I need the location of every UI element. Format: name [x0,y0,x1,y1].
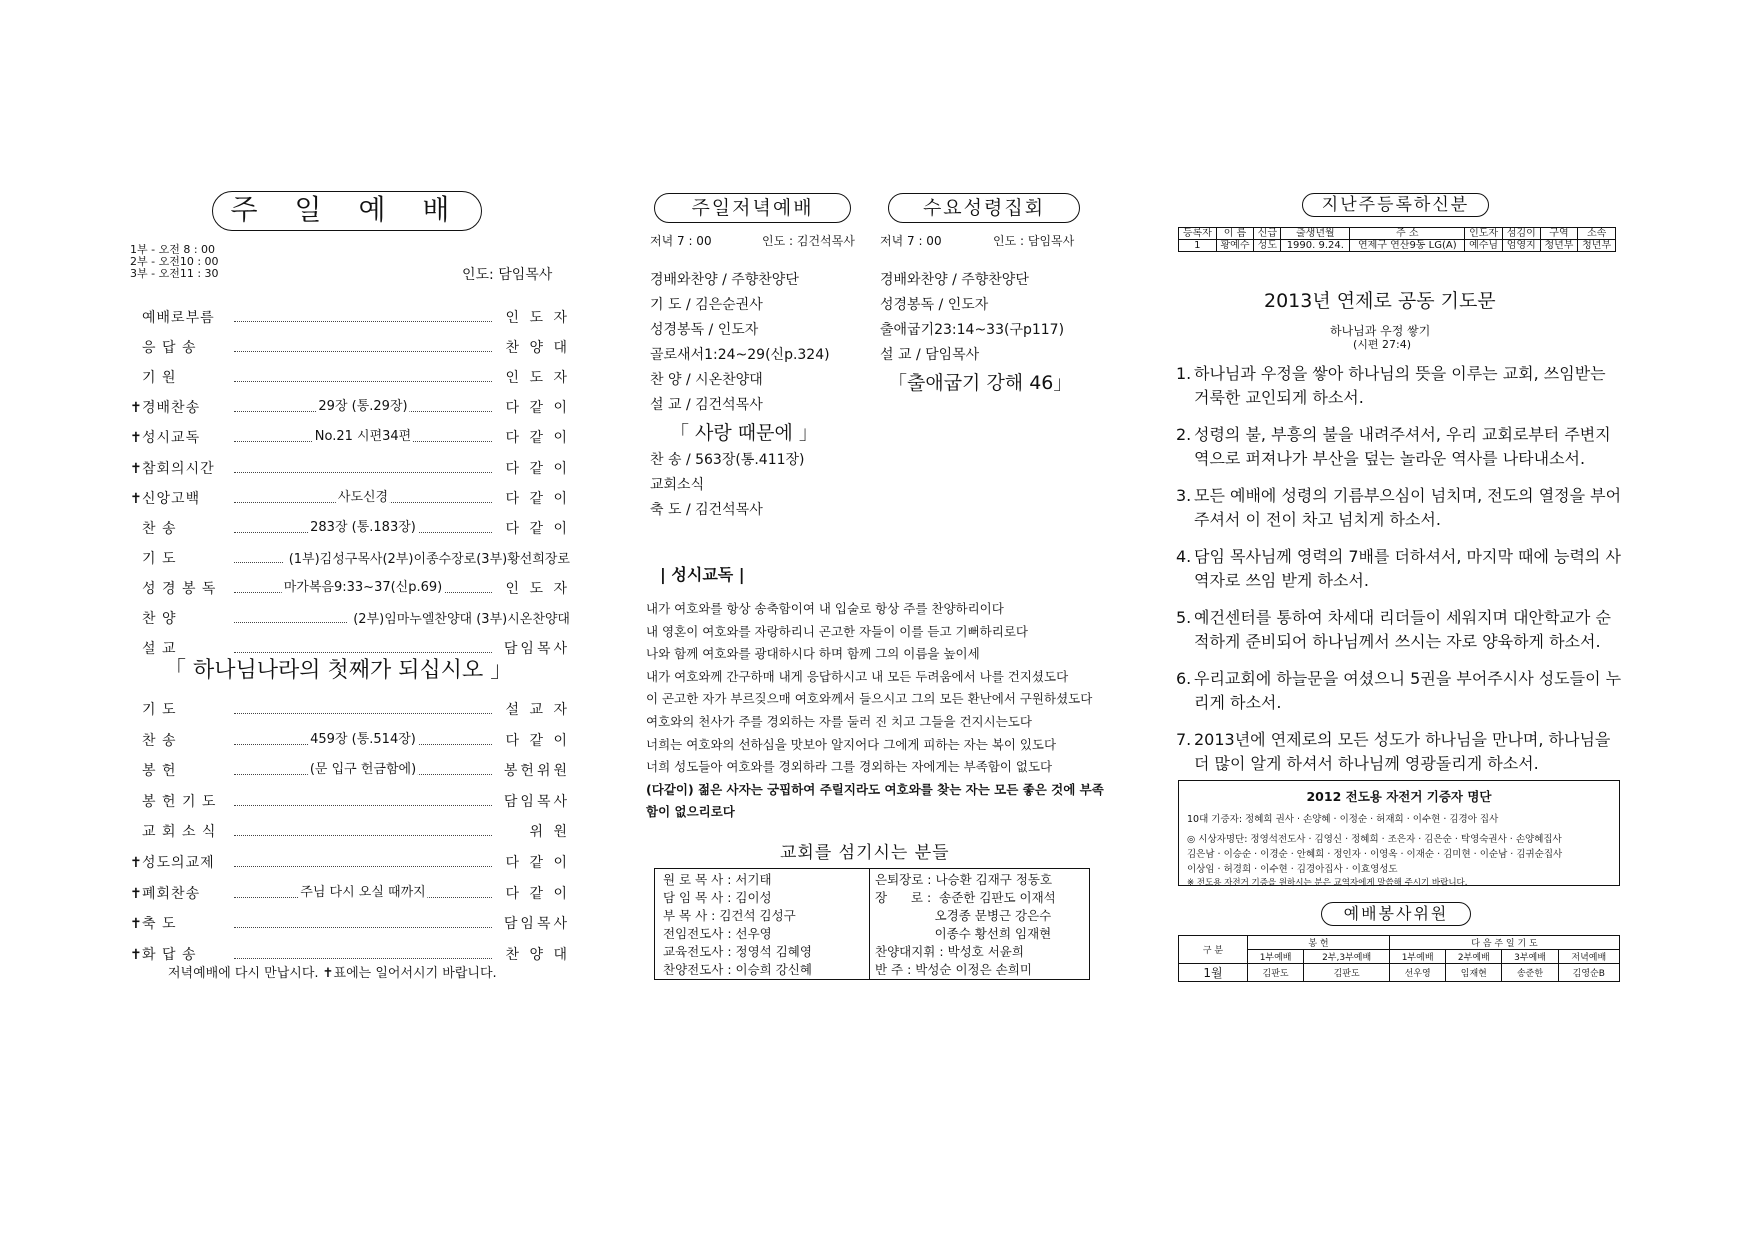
evening-service-title: 주일저녁예배 [654,193,851,223]
elder-line: 오경종 문병근 강은수 [875,908,1052,923]
sunday-leader: 인도: 담임목사 [462,267,553,283]
order-dot-leader [234,427,492,445]
minister-line: 교육전도사 : 정영석 김혜영 [663,944,812,959]
elder-line: 장 로 : 송준한 김판도 이재석 [875,890,1056,905]
new-members-table [1178,227,1616,252]
left-footer-note: 저녁예배에 다시 만납시다. ✝표에는 일어서시기 바랍니다. [168,966,497,981]
order-dot-leader [234,638,492,653]
order-item-name: 찬 양 [142,611,177,627]
ministers-table [654,868,1090,980]
prayer-item [1176,545,1626,593]
order-dot-leader [234,852,492,867]
minister-line: 부 목 사 : 김건석 김성구 [663,908,796,923]
order-item-person: 다 같 이 [505,855,570,871]
prayer-item [1176,362,1626,410]
order-item-person: 찬 양 대 [505,946,570,963]
wednesday-leader: 인도 : 담임목사 [993,234,1075,248]
serve-subheader-cell: 2부,3부예배 [1304,950,1390,964]
reg-header-cell: 출생년월 [1281,228,1350,240]
order-item-person: (2부)임마누엘찬양대 (3부)시온찬양대 [353,612,570,627]
reading-line-bold: (다같이) 젊은 사자는 궁핍하여 주릴지라도 여호와를 찾는 자는 모든 좋은 것에 부족 [646,781,1104,797]
new-members-row [1179,240,1616,252]
wednesday-line: 성경봉독 / 인도자 [880,297,989,313]
sunday-sermon-title: 「 하나님나라의 첫째가 되십시오 」 [164,658,513,683]
reading-line: 내가 여호와께 간구하매 내게 응답하시고 내 모든 두려움에서 나를 건지셨도다 [646,668,1069,684]
order-item-person: 찬 양 대 [505,340,570,357]
evening-line: 설 교 / 김건석목사 [650,397,763,413]
elder-line: 이종수 황선희 임재현 [875,926,1052,941]
order-item-person: 담임목사 [503,916,570,933]
ministers-left-col [663,871,812,979]
worship-order-row [130,699,570,719]
order-item-detail: 283장 (통.183장) [308,516,418,535]
order-item-name: 기 도 [142,702,177,718]
reg-header-cell: 섬김이 [1502,228,1540,240]
service-time-2: 2부 - 오전10 : 00 [130,255,219,268]
ministers-title: 교회를 섬기시는 분들 [780,843,950,863]
evening-leader: 인도 : 김건석목사 [762,234,855,248]
order-dot-leader [234,944,492,959]
worship-order-row [130,427,570,447]
serve-cell: 송준한 [1502,964,1558,982]
order-dot-leader [234,367,492,382]
stand-cross-icon: ✝ [130,946,142,963]
evening-line: 성경봉독 / 인도자 [650,322,759,338]
reg-cell: 예수님 [1465,240,1503,252]
reg-cell: 1 [1179,240,1217,252]
order-item-name: 참회의시간 [142,460,215,477]
serve-cell: 선우영 [1390,964,1446,982]
prayer-item [1176,484,1626,532]
stand-cross-icon: ✝ [130,885,142,902]
order-item-name: 응 답 송 [142,340,197,357]
evening-line: 찬 양 / 시온찬양대 [650,372,763,388]
stand-cross-icon: ✝ [130,916,142,933]
order-item-person: 인 도 자 [505,370,570,387]
order-item-detail: 29장 (통.29장) [316,395,409,414]
serve-month-cell: 1월 [1179,964,1248,982]
evening-line: 경배와찬양 / 주향찬양단 [650,272,799,288]
order-dot-leader [234,883,492,898]
order-item-name: 찬 송 [142,732,177,749]
prayer-text: 하나님과 우정을 쌓아 하나님의 뜻을 이루는 교회, 쓰임받는 거룩한 교인되게 하소서. [1194,364,1606,407]
reading-line-bold: 함이 없으리로다 [646,804,735,820]
order-dot-leader [234,307,492,322]
order-dot-leader [234,578,492,593]
bicycle-donor-line: 이상임 · 허경희 · 이수현 · 김경아집사 · 이효영성도 [1187,864,1398,875]
order-item-person: 담임목사 [503,793,570,810]
worship-order-row [130,913,570,933]
reg-cell: 엄영지 [1502,240,1540,252]
prayer-item [1176,606,1626,654]
reading-line: 나와 함께 여호와를 광대하시다 하며 함께 그의 이름을 높이세 [646,646,980,662]
order-item-person: 다 같 이 [505,490,570,507]
order-dot-leader [234,760,492,778]
order-item-detail: 사도신경 [336,486,390,505]
service-times [130,244,219,280]
serve-header-row [1179,936,1620,950]
worship-order-row [130,730,570,750]
reg-cell: 청년부 [1540,240,1578,252]
evening-line: 골로새서1:24~29(신p.324) [650,347,830,363]
ministers-divider [869,869,870,979]
order-item-person: 다 같 이 [505,460,570,477]
stand-cross-icon: ✝ [130,400,142,417]
worship-order-row [130,883,570,903]
prayer-text: 2013년에 연제로의 모든 성도가 하나님을 만나며, 하나님을 더 많이 알게 하셔서 하나님께 영광돌리게 하소서. [1194,730,1611,773]
order-item-person: 인 도 자 [505,580,570,597]
order-dot-leader [234,458,492,473]
minister-line: 전임전도사 : 선우영 [663,926,772,941]
evening-line: 찬 송 / 563장(통.411장) [650,452,805,468]
order-item-detail: 459장 (통.514장) [308,728,418,747]
serve-header-cell: 구 분 [1179,936,1248,964]
wednesday-time: 저녁 7 : 00 [880,234,942,248]
bicycle-donor-note: ※ 전도용 자전거 기증을 원하시는 분은 교역자에게 말씀해 주시기 바랍니다. [1187,878,1468,888]
reading-line: 이 곤고한 자가 부르짖으매 여호와께서 들으시고 그의 모든 환난에서 구원하셨도다 [646,691,1093,707]
sunday-service-title: 주 일 예 배 [212,191,482,231]
reg-cell: 1990. 9.24. [1281,240,1350,252]
order-item-detail: (문 입구 헌금함에) [308,758,418,777]
order-item-detail: No.21 시편34편 [313,425,413,444]
serve-header-cell: 봉 헌 [1248,936,1390,950]
order-item-name: 성시교독 [142,430,201,447]
minister-line: 찬양전도사 : 이승희 강신혜 [663,962,812,977]
order-item-name: 기 도 [142,550,177,567]
prayer-text: 모든 예배에 성령의 기름부으심이 넘치며, 전도의 열정을 부어주셔서 이 전이 차고 넘치게 하소서. [1194,486,1622,529]
order-item-person: 봉헌위원 [503,763,570,780]
order-item-person: 위 원 [529,824,570,841]
order-item-detail: 마가복음9:33~37(신p.69) [282,576,445,595]
worship-order-row [130,760,570,780]
worship-order-row [130,488,570,508]
bicycle-donor-box [1178,780,1620,886]
reading-line: 내 영혼이 여호와를 자랑하리니 곤고한 자들이 이를 듣고 기뻐하리로다 [646,623,1028,639]
serve-subheader-cell: 3부예배 [1502,950,1558,964]
new-members-title: 지난주등록하신분 [1302,193,1489,217]
order-item-name: 성도의교제 [142,855,215,871]
worship-order-row [130,518,570,538]
order-dot-leader [234,548,283,563]
minister-line: 원 로 목 사 : 서기태 [663,872,772,887]
wednesday-line: 출애굽기23:14~33(구p117) [880,322,1065,338]
serve-subheader-cell: 1부예배 [1248,950,1304,964]
prayer-number: 1. [1176,364,1192,383]
order-item-person: 인 도 자 [505,310,570,326]
worship-order-row [130,821,570,841]
worship-order-row [130,337,570,357]
wednesday-sermon: 「출애굽기 강해 46」 [888,372,1073,394]
service-volunteers-title: 예배봉사위원 [1321,902,1471,926]
prayer-number: 5. [1176,608,1192,627]
order-dot-leader [234,791,492,806]
prayer-number: 7. [1176,730,1192,749]
order-item-name: 교 회 소 식 [142,824,217,841]
stand-cross-icon: ✝ [130,855,142,871]
prayer-number: 6. [1176,669,1192,688]
order-dot-leader [234,608,347,623]
worship-order-row [130,608,570,628]
new-members-header [1179,228,1616,240]
minister-line: 담 임 목 사 : 김이성 [663,890,772,905]
serve-subheader-cell: 저녁예배 [1558,950,1619,964]
wednesday-line: 설 교 / 담임목사 [880,347,980,363]
worship-order-row [130,791,570,811]
prayer-item [1176,667,1626,715]
wednesday-line: 경배와찬양 / 주향찬양단 [880,272,1029,288]
reading-line: 내가 여호와를 항상 송축함이여 내 입술로 항상 주를 찬양하리이다 [646,601,1004,616]
order-item-name: 폐회찬송 [142,885,201,902]
evening-line: 축 도 / 김건석목사 [650,502,763,518]
elder-line: 반 주 : 박성순 이정은 손희미 [875,962,1032,977]
order-item-name: 성 경 봉 독 [142,580,217,597]
evening-line: 교회소식 [650,477,705,493]
order-dot-leader [234,699,492,714]
prayer-item [1176,728,1626,776]
prayer-subtitle: 하나님과 우정 쌓기 [1330,324,1431,338]
order-dot-leader [234,337,492,352]
serve-cell: 김판도 [1248,964,1304,982]
responsive-reading-title: | 성시교독 | [660,565,745,584]
reg-header-cell: 소속 [1578,228,1616,240]
reading-line: 너희 성도들아 여호와를 경외하라 그를 경외하는 자에게는 부족함이 없도다 [646,759,1053,775]
order-item-name: 신앙고백 [142,490,201,507]
order-item-detail: 주님 다시 오실 때까지 [298,881,427,900]
reg-header-cell: 이 름 [1216,228,1254,240]
order-item-person: 다 같 이 [505,520,570,537]
prayer-item [1176,423,1626,471]
worship-order-row [130,944,570,964]
prayer-text: 우리교회에 하늘문을 여셨으니 5권을 부어주시사 성도들이 누리게 하소서. [1194,669,1622,712]
serve-subheader-cell: 1부예배 [1390,950,1446,964]
order-item-person: 설 교 자 [505,702,570,718]
order-item-name: 봉 헌 기 도 [142,793,217,810]
prayer-text: 예건센터를 통하여 차세대 리더들이 세워지며 대안학교가 순적하게 준비되어 하나님께서 쓰시는 자로 양육하게 하소서. [1194,608,1611,651]
bicycle-donor-line: ◎ 시상자명단: 정영석전도사 · 김영신 · 정혜희 · 조은자 · 김은순 · 탁영숙권사 · 손양혜집사 [1187,834,1562,845]
evening-sermon: 「 사랑 때문에 」 [670,422,818,444]
order-item-person: 담임목사 [503,641,570,658]
order-item-person: 다 같 이 [505,885,570,902]
prayer-number: 4. [1176,547,1192,566]
reg-cell: 성도 [1254,240,1281,252]
responsive-reading [646,598,1104,824]
bicycle-donor-title: 2012 전도용 자전거 기증자 명단 [1306,789,1492,804]
reg-header-cell: 인도자 [1465,228,1503,240]
evening-order [650,268,830,523]
reg-header-cell: 구역 [1540,228,1578,240]
worship-order-row [130,367,570,387]
prayer-number: 3. [1176,486,1192,505]
reg-cell: 청년부 [1578,240,1616,252]
order-dot-leader [234,913,492,928]
reg-header-cell: 신급 [1254,228,1281,240]
order-item-name: 경배찬송 [142,400,201,417]
reading-line: 너희는 여호와의 선하심을 맛보아 알지어다 그에게 피하는 자는 복이 있도다 [646,736,1057,752]
worship-order-row [130,578,570,598]
order-item-name: 찬 송 [142,520,177,537]
order-item-name: 봉 헌 [142,763,177,780]
order-dot-leader [234,821,492,836]
prayer-text: 담임 목사님께 영력의 7배를 더하셔서, 마지막 때에 능력의 사역자로 쓰임 받게 하소서. [1194,547,1621,590]
order-item-name: 설 교 [142,641,177,658]
serve-data-row [1179,964,1620,982]
evening-line: 기 도 / 김은순권사 [650,297,763,313]
elder-line: 찬양대지휘 : 박성호 서윤희 [875,944,1024,959]
serve-cell: 임재현 [1446,964,1502,982]
stand-cross-icon: ✝ [130,460,142,477]
worship-order-row [130,397,570,417]
serve-cell: 김영순B [1558,964,1619,982]
service-time-1: 1부 - 오전 8 : 00 [130,243,216,256]
reg-header-cell: 주 소 [1350,228,1465,240]
stand-cross-icon: ✝ [130,490,142,507]
service-volunteers-table [1178,935,1620,982]
evening-time: 저녁 7 : 00 [650,234,712,248]
order-item-name: 화 답 송 [142,946,197,963]
worship-order-row [130,852,570,872]
reg-header-cell: 등록자 [1179,228,1217,240]
prayer-reference: (시편 27:4) [1353,338,1412,351]
order-item-name: 기 원 [142,370,177,387]
stand-cross-icon: ✝ [130,430,142,447]
ministers-right-col [875,871,1056,979]
order-dot-leader [234,488,492,503]
order-item-person: 다 같 이 [505,430,570,447]
serve-header-cell: 다 음 주 일 기 도 [1390,936,1620,950]
serve-cell: 김판도 [1304,964,1390,982]
elder-line: 은퇴장로 : 나승환 김재구 정동호 [875,872,1053,887]
order-dot-leader [234,518,492,533]
bicycle-donor-line: 김은남 · 이승순 · 이경순 · 안혜희 · 정인자 · 이영옥 · 이재순 · 김미현 · 이순남 · 김귀순집사 [1187,849,1563,860]
bicycle-donor-line: 10대 기증자: 정혜희 권사 · 손양혜 · 이정순 · 허재희 · 이수현 · 김경아 집사 [1187,814,1499,825]
order-item-person: 다 같 이 [505,400,570,417]
order-item-name: 예배로부름 [142,310,215,326]
worship-order-row [130,307,570,327]
reg-cell: 황예수 [1216,240,1254,252]
order-item-person: 다 같 이 [505,732,570,749]
wednesday-service-title: 수요성령집회 [888,193,1080,223]
prayer-title: 2013년 연제로 공동 기도문 [1264,290,1496,312]
wednesday-order [880,268,1072,398]
order-item-name: 축 도 [142,916,177,933]
order-dot-leader [234,397,492,415]
service-time-3: 3부 - 오전11 : 30 [130,267,219,280]
reading-line: 여호와의 천사가 주를 경외하는 자를 둘러 진 치고 그들을 건지시는도다 [646,713,1032,729]
order-item-person: (1부)김성구목사(2부)이종수장로(3부)황선희장로 [288,551,570,567]
serve-subheader-cell: 2부예배 [1446,950,1502,964]
worship-order-row [130,458,570,478]
prayer-number: 2. [1176,425,1192,444]
reg-cell: 연제구 연산9동 LG(A) [1350,240,1465,252]
worship-order-row [130,548,570,568]
order-dot-leader [234,730,492,745]
prayer-text: 성령의 불, 부흥의 불을 내려주셔서, 우리 교회로부터 주변지역으로 퍼져나가 부산을 덮는 놀라운 역사를 나타내소서. [1194,425,1611,468]
